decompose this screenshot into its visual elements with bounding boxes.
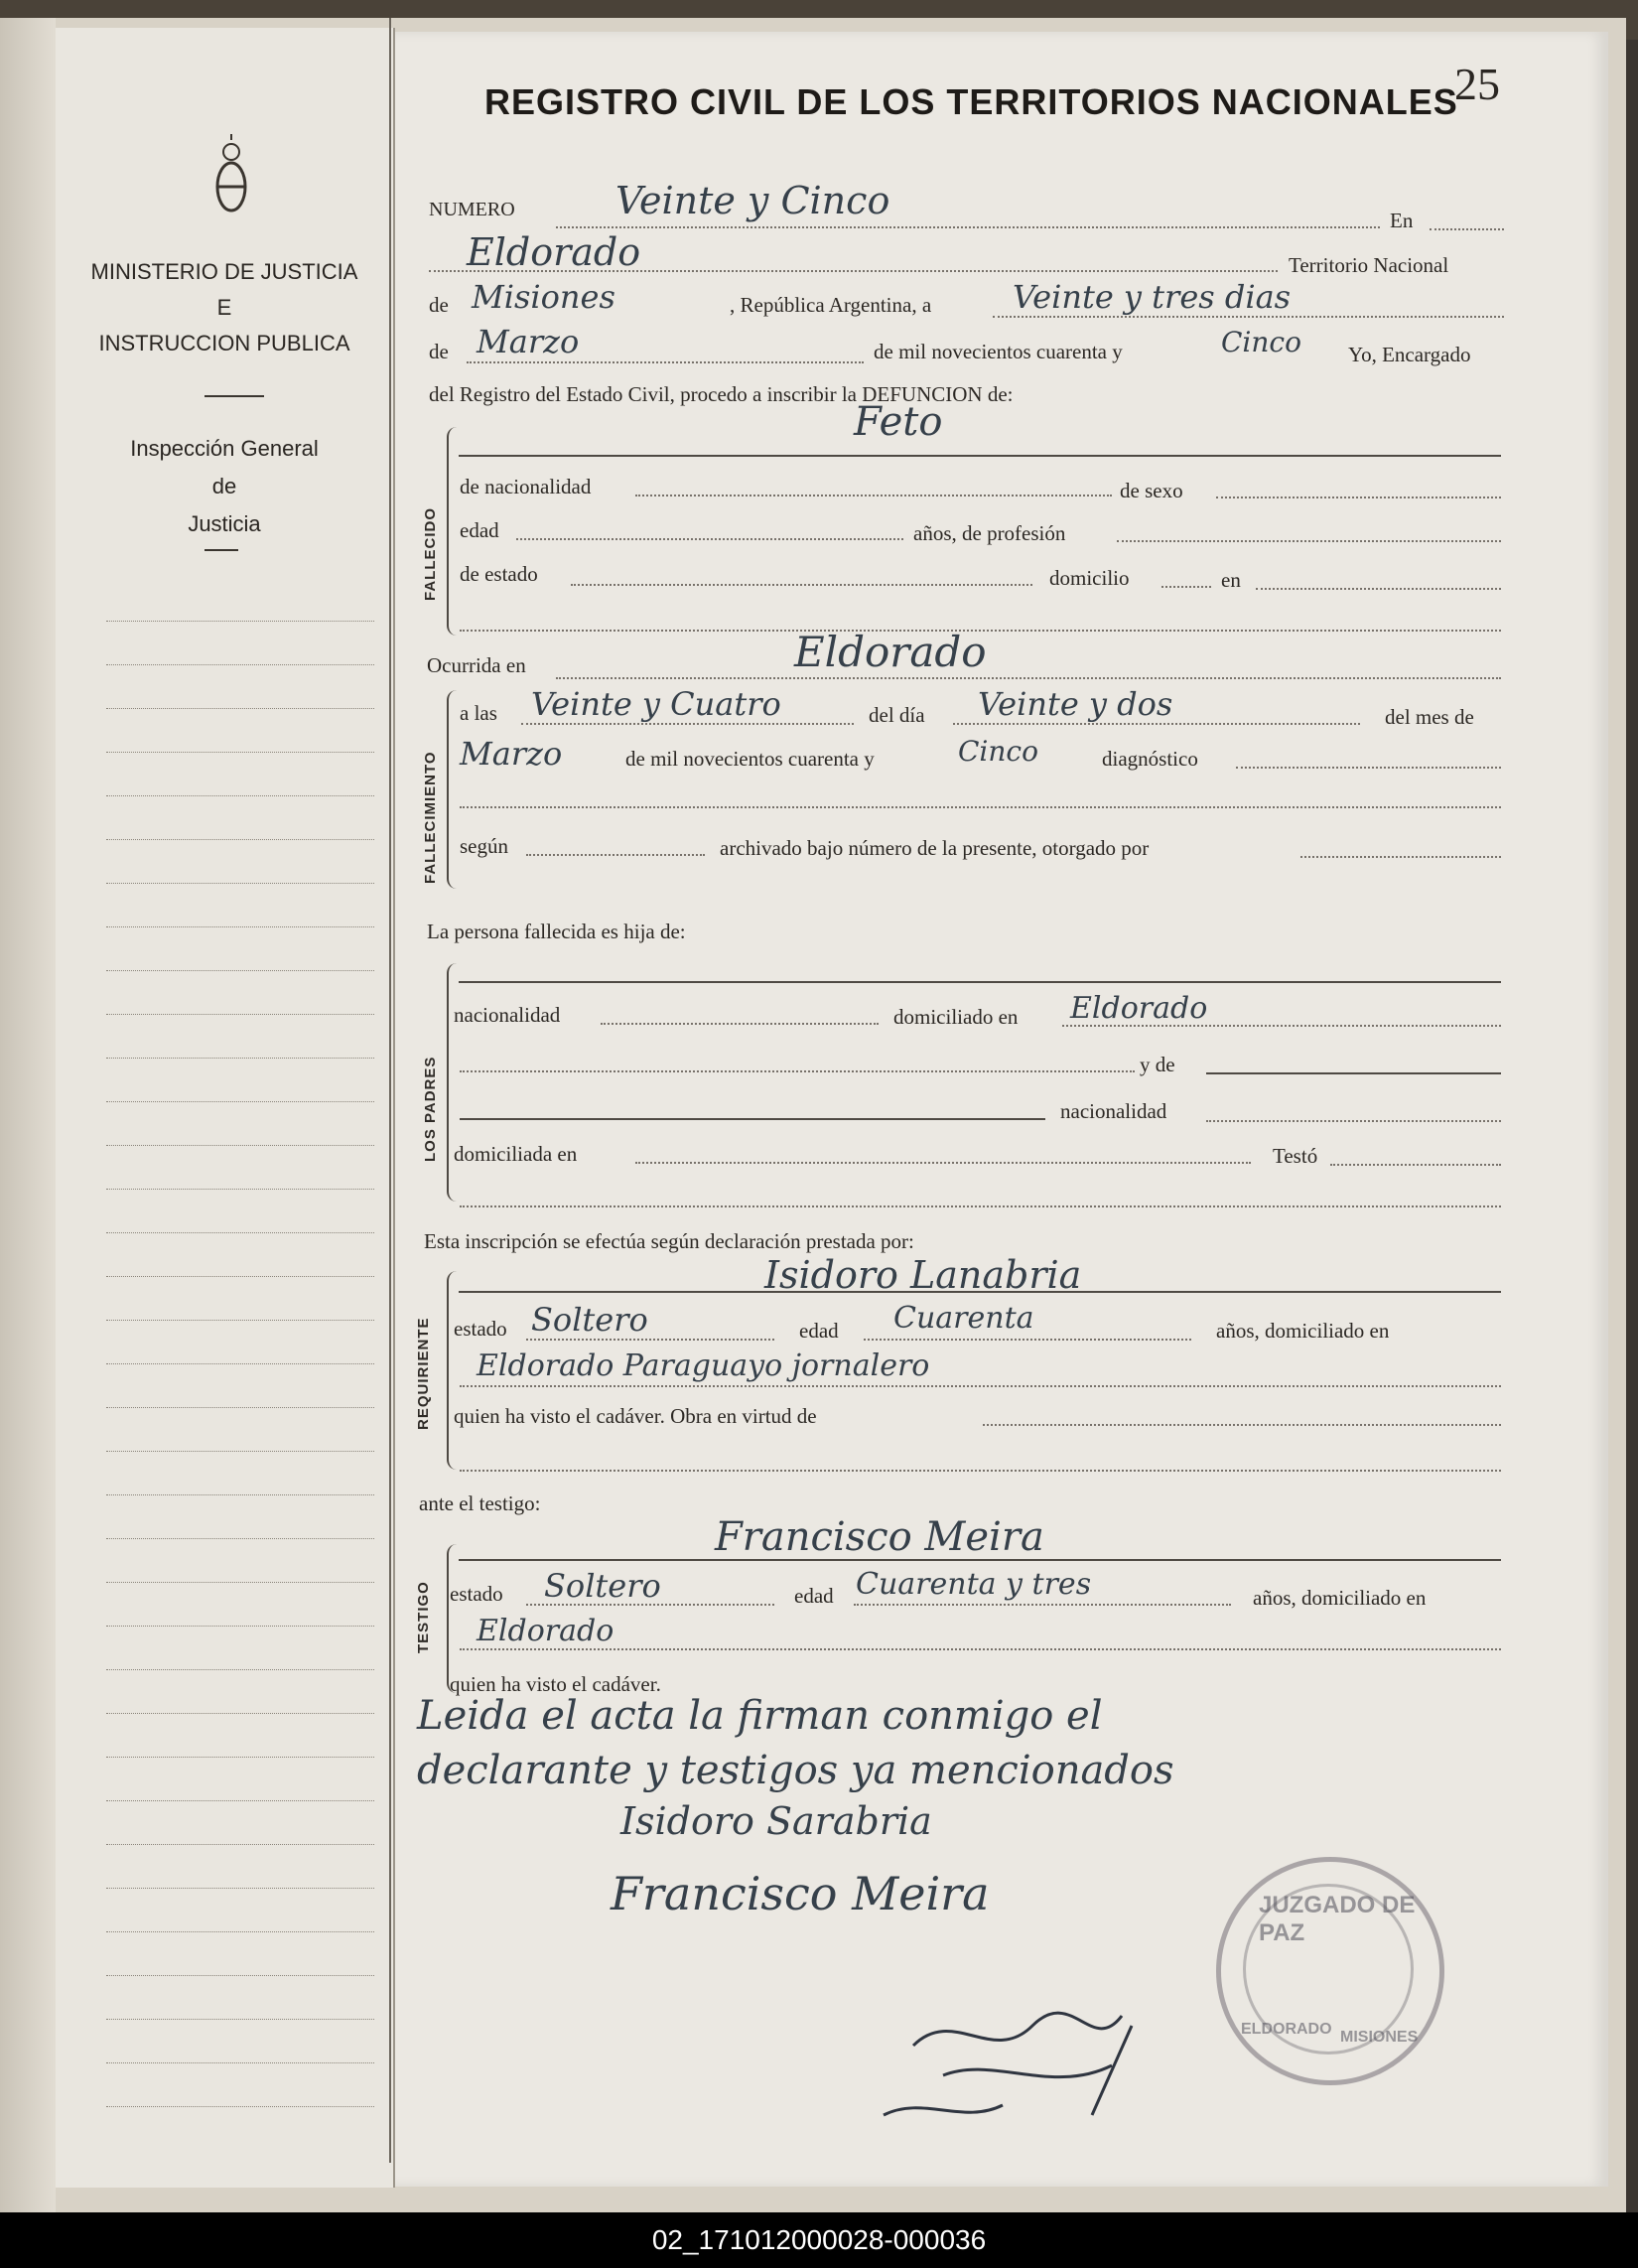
side-label-fallecimiento: FALLECIMIENTO	[422, 751, 439, 884]
label-t-visto: quien ha visto el cadáver.	[450, 1672, 661, 1696]
left-page-rule	[106, 2019, 374, 2020]
line-edad	[516, 538, 903, 540]
line-estado	[571, 584, 1032, 586]
line-numero	[556, 226, 1380, 228]
ministry-line-1: MINISTERIO DE JUSTICIA	[90, 259, 358, 284]
book-edge	[0, 18, 56, 2212]
label-t-edad: edad	[794, 1584, 834, 1608]
label-r-visto: quien ha visto el cadáver. Obra en virtud de	[454, 1404, 817, 1428]
label-territorio: Territorio Nacional	[1289, 253, 1449, 277]
hw-requiriente-nombre: Isidoro Lanabria	[764, 1253, 1082, 1297]
label-archivado: archivado bajo número de la presente, otorgado por	[720, 836, 1150, 860]
hw-dia: Veinte y tres dias	[1013, 278, 1292, 316]
hw-testigo-domicilio: Eldorado	[477, 1614, 614, 1648]
line-hora	[521, 723, 854, 725]
hw-nota-1: Leida el acta la firman conmigo el	[417, 1693, 1103, 1739]
label-r-estado: estado	[454, 1317, 507, 1341]
hw-hora: Veinte y Cuatro	[531, 685, 781, 723]
bracket-testigo	[447, 1544, 457, 1693]
left-page-rule	[106, 621, 374, 622]
label-deldia: del día	[869, 703, 925, 727]
line-t-edad	[854, 1604, 1231, 1606]
hw-testigo-nombre: Francisco Meira	[715, 1514, 1044, 1560]
label-hija: La persona fallecida es hija de:	[427, 920, 686, 943]
label-de: de	[429, 293, 449, 317]
left-page-rule	[106, 1494, 374, 1495]
side-label-requiriente: REQUIRIENTE	[415, 1317, 432, 1430]
inspection-line-2: de	[211, 474, 237, 498]
label-mil2: de mil novecientos cuarenta y	[625, 747, 875, 771]
line-r-extra	[460, 1470, 1501, 1472]
label-inscripcion: Esta inscripción se efectúa según declaración prestada por:	[424, 1229, 914, 1253]
line-diagnostico	[1236, 767, 1501, 769]
line-mes	[467, 361, 864, 363]
left-page-rule	[106, 1145, 374, 1146]
left-page-rule	[106, 752, 374, 753]
label-sexo: de sexo	[1120, 479, 1183, 502]
left-page-rule	[106, 708, 374, 709]
court-stamp	[1216, 1857, 1444, 2085]
line-dia	[993, 316, 1504, 318]
hw-testigo-edad: Cuarenta y tres	[856, 1567, 1092, 1602]
inspection-line-1: Inspección General	[130, 436, 319, 461]
label-r-edad: edad	[799, 1319, 839, 1343]
label-t-anos: años, domiciliado en	[1253, 1586, 1427, 1610]
left-page-rule	[106, 1451, 374, 1452]
label-yo: Yo, Encargado	[1348, 343, 1471, 366]
label-en: En	[1390, 209, 1414, 232]
line-testigo	[459, 1559, 1501, 1561]
page-title: REGISTRO CIVIL DE LOS TERRITORIOS NACIONALES	[484, 81, 1458, 122]
ministry-label	[56, 254, 393, 361]
line-madre-2	[460, 1118, 1045, 1120]
left-page-rule	[106, 839, 374, 840]
hw-numero: Veinte y Cinco	[615, 179, 890, 222]
divider	[205, 549, 238, 551]
line-madre	[460, 1070, 1135, 1072]
hw-mes-fallec: Marzo	[460, 735, 563, 773]
line-archivado	[1300, 856, 1501, 858]
label-en2: en	[1221, 568, 1241, 592]
hw-requiriente-estado: Soltero	[531, 1301, 648, 1339]
line-sexo	[1216, 496, 1501, 498]
line-t-domicilio	[460, 1648, 1501, 1650]
label-registro: del Registro del Estado Civil, procedo a inscribir la DEFUNCION de:	[429, 382, 1014, 406]
left-page-rule	[106, 1582, 374, 1583]
line-en	[1430, 228, 1504, 230]
left-page-rule	[106, 1189, 374, 1190]
signature-testigo: Francisco Meira	[611, 1867, 990, 1920]
side-label-testigo: TESTIGO	[415, 1581, 432, 1653]
left-page-rule	[106, 1669, 374, 1670]
label-domicilio: domicilio	[1049, 566, 1130, 590]
line-domicilio	[1161, 586, 1211, 588]
label-ocurrida: Ocurrida en	[427, 653, 526, 677]
side-label-fallecido: FALLECIDO	[422, 507, 439, 601]
line-p-nacionalidad2	[1206, 1120, 1501, 1122]
label-republica: , República Argentina, a	[730, 293, 932, 317]
label-numero: NUMERO	[429, 199, 515, 220]
inspection-line-3: Justicia	[188, 511, 261, 536]
hw-nota-2: declarante y testigos ya mencionados	[417, 1748, 1174, 1793]
coat-of-arms-icon	[214, 132, 248, 221]
stamp-text-left: ELDORADO	[1241, 2021, 1332, 2038]
label-segun: según	[460, 834, 508, 858]
left-page-rule	[106, 1232, 374, 1233]
left-page-rule	[106, 1800, 374, 1801]
line-nombre	[459, 455, 1501, 457]
line-r-visto	[983, 1424, 1501, 1426]
line-lugar	[429, 270, 1278, 272]
line-segun	[526, 854, 705, 856]
divider	[205, 395, 264, 397]
page-binding-line	[389, 18, 391, 2163]
hw-mes: Marzo	[477, 323, 580, 360]
label-mil: de mil novecientos cuarenta y	[874, 340, 1123, 363]
label-testo: Testó	[1273, 1144, 1318, 1168]
left-page-rule	[106, 883, 374, 884]
label-profesion: años, de profesión	[913, 521, 1066, 545]
label-nacionalidad: de nacionalidad	[460, 475, 592, 498]
line-t-estado	[526, 1604, 774, 1606]
left-page-rule	[106, 1101, 374, 1102]
line-r-estado	[526, 1339, 774, 1341]
stamp-text-top: JUZGADO DE PAZ	[1259, 1892, 1416, 1946]
line-padre	[459, 981, 1501, 983]
line-ocurrida	[556, 677, 1501, 679]
line-dia-fallec	[953, 723, 1360, 725]
hw-testigo-estado: Soltero	[544, 1567, 661, 1605]
label-r-anos: años, domiciliado en	[1216, 1319, 1390, 1343]
bracket-fallecimiento	[447, 690, 457, 889]
hw-anio-fallec: Cinco	[958, 735, 1038, 768]
hw-territorio: Misiones	[472, 278, 615, 316]
label-ante: ante el testigo:	[419, 1491, 541, 1515]
inspection-label	[56, 430, 393, 543]
hw-anio: Cinco	[1221, 326, 1301, 358]
label-delmes: del mes de	[1385, 705, 1474, 729]
bracket-requiriente	[447, 1271, 457, 1470]
stamp-text-right: MISIONES	[1340, 2029, 1419, 2046]
left-page-rule	[106, 1538, 374, 1539]
line-domiciliada	[635, 1162, 1251, 1164]
line-requiriente	[459, 1291, 1501, 1293]
ministry-line-3: INSTRUCCION PUBLICA	[98, 331, 350, 355]
left-page-rule	[106, 1626, 374, 1627]
label-estado: de estado	[460, 562, 538, 586]
left-page-rule	[106, 1363, 374, 1364]
line-r-edad	[864, 1339, 1191, 1341]
hw-requiriente-edad: Cuarenta	[893, 1301, 1034, 1336]
side-label-padres: LOS PADRES	[422, 1056, 439, 1162]
line-diagnostico-2	[460, 806, 1501, 808]
official-signature	[794, 1986, 1271, 2135]
label-edad: edad	[460, 518, 499, 542]
left-page-rule	[106, 1713, 374, 1714]
left-page-rule	[106, 1320, 374, 1321]
hw-padre-domicilio: Eldorado	[1070, 991, 1208, 1026]
label-p-nacionalidad2: nacionalidad	[1060, 1099, 1167, 1123]
left-page-rule	[106, 1276, 374, 1277]
left-page	[56, 28, 395, 2188]
line-nacionalidad	[635, 495, 1112, 496]
line-en2	[1256, 588, 1501, 590]
left-page-rule	[106, 2106, 374, 2107]
label-p-nacionalidad: nacionalidad	[454, 1003, 561, 1027]
line-profesion	[1117, 540, 1501, 542]
hw-dia-fallec: Veinte y dos	[978, 685, 1173, 723]
label-domiciliada: domiciliada en	[454, 1142, 578, 1166]
left-page-rule	[106, 1407, 374, 1408]
line-p-nacionalidad	[601, 1023, 879, 1025]
label-alas: a las	[460, 701, 497, 725]
left-page-rule	[106, 926, 374, 927]
label-de2: de	[429, 340, 449, 363]
left-page-rule	[106, 2062, 374, 2063]
label-t-estado: estado	[450, 1582, 503, 1606]
line-yde	[1206, 1072, 1501, 1074]
left-page-rule	[106, 1757, 374, 1758]
left-page-rule	[106, 1844, 374, 1845]
left-page-rule	[106, 1058, 374, 1059]
line-testo	[1330, 1164, 1501, 1166]
footer-id: 02_171012000028-000036	[0, 2212, 1638, 2268]
left-page-rule	[106, 795, 374, 796]
hw-ocurrida: Eldorado	[794, 628, 987, 676]
left-page-rule	[106, 1975, 374, 1976]
line-p-domicilio	[1062, 1025, 1501, 1027]
hw-requiriente-domicilio: Eldorado Paraguayo jornalero	[477, 1348, 930, 1383]
label-yde: y de	[1140, 1053, 1175, 1076]
left-page-rule	[106, 1014, 374, 1015]
bracket-fallecido	[447, 427, 457, 636]
hw-lugar: Eldorado	[467, 230, 641, 274]
left-page-rule	[106, 1931, 374, 1932]
line-padres-extra	[460, 1205, 1501, 1207]
signature-requiriente: Isidoro Sarabria	[620, 1799, 932, 1843]
ministry-line-2: E	[216, 295, 232, 320]
page-number: 25	[1454, 59, 1500, 109]
left-page-rule	[106, 664, 374, 665]
label-p-domiciliado: domiciliado en	[893, 1005, 1019, 1029]
left-page-rule	[106, 1888, 374, 1889]
label-diagnostico: diagnóstico	[1102, 747, 1198, 771]
line-r-domicilio	[460, 1385, 1501, 1387]
hw-nombre: Feto	[854, 399, 943, 445]
left-page-rule	[106, 970, 374, 971]
